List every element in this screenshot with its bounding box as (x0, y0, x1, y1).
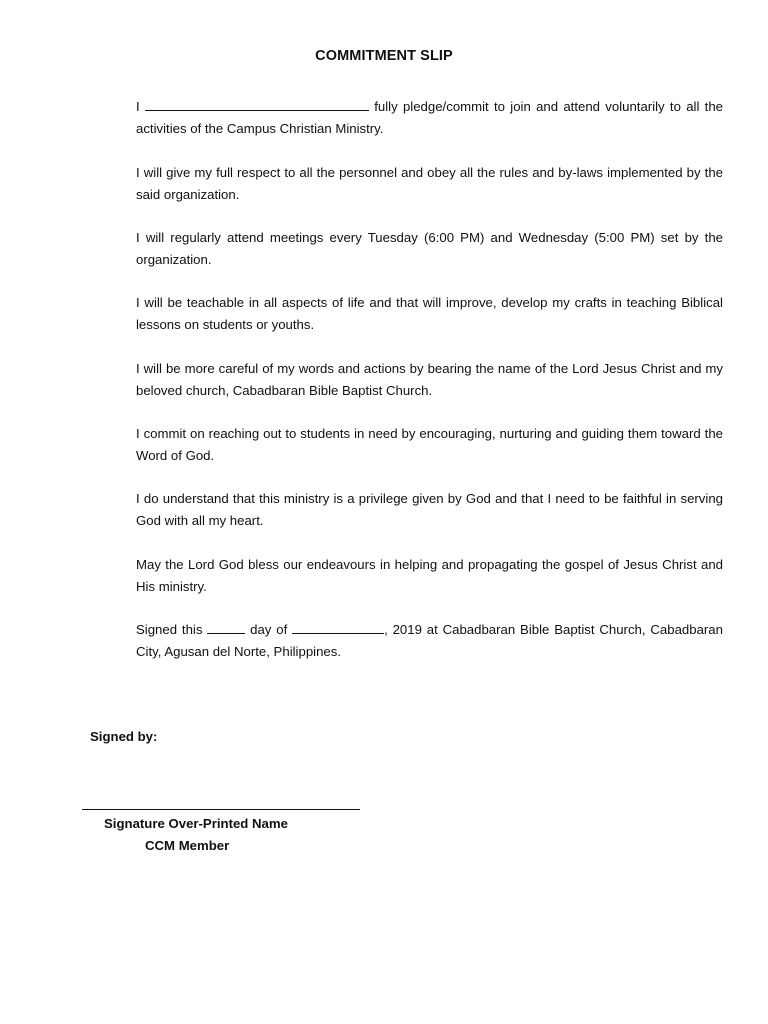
signature-label: Signature Over-Printed Name (104, 816, 288, 831)
name-blank-line[interactable] (145, 97, 369, 111)
signature-line[interactable] (82, 809, 360, 810)
signed-date-paragraph (90, 619, 723, 662)
teachable-paragraph: I will be teachable in all aspects of life and that will improve, develop my crafts in teaching Biblical lessons on students or youths. (136, 295, 723, 332)
signed-this-text: Signed this (136, 622, 203, 637)
signed-location-text: , 2019 at Cabadbaran Bible Baptist Church, Cabadbaran City, Agusan del Norte, Philippines. (136, 622, 723, 659)
privilege-paragraph: I do understand that this ministry is a privilege given by God and that I need to be faithful in serving God with all my heart. (136, 491, 723, 528)
careful-paragraph: I will be more careful of my words and actions by bearing the name of the Lord Jesus Christ and my beloved church, Cabadbaran Bible Baptist Church. (136, 361, 723, 398)
signed-by-label: Signed by: (90, 729, 158, 744)
pledge-text: fully pledge/commit to join and attend voluntarily to all the activities of the Campus Christian Ministry. (136, 99, 723, 136)
respect-paragraph: I will give my full respect to all the personnel and obey all the rules and by-laws implemented by the said organization. (136, 165, 723, 202)
document-title: COMMITMENT SLIP (315, 48, 453, 64)
signature-role: CCM Member (145, 838, 230, 853)
pledge-paragraph (90, 96, 723, 139)
meetings-paragraph: I will regularly attend meetings every Tuesday (6:00 PM) and Wednesday (5:00 PM) set by the organization. (136, 230, 723, 267)
outreach-paragraph: I commit on reaching out to students in need by encouraging, nurturing and guiding them toward the Word of God. (136, 426, 723, 463)
day-blank-line[interactable] (207, 620, 245, 634)
pledge-pronoun: I (136, 99, 140, 114)
month-blank-line[interactable] (292, 620, 384, 634)
blessing-paragraph: May the Lord God bless our endeavours in helping and propagating the gospel of Jesus Christ and His ministry. (136, 557, 723, 594)
day-of-text: day of (250, 622, 288, 637)
